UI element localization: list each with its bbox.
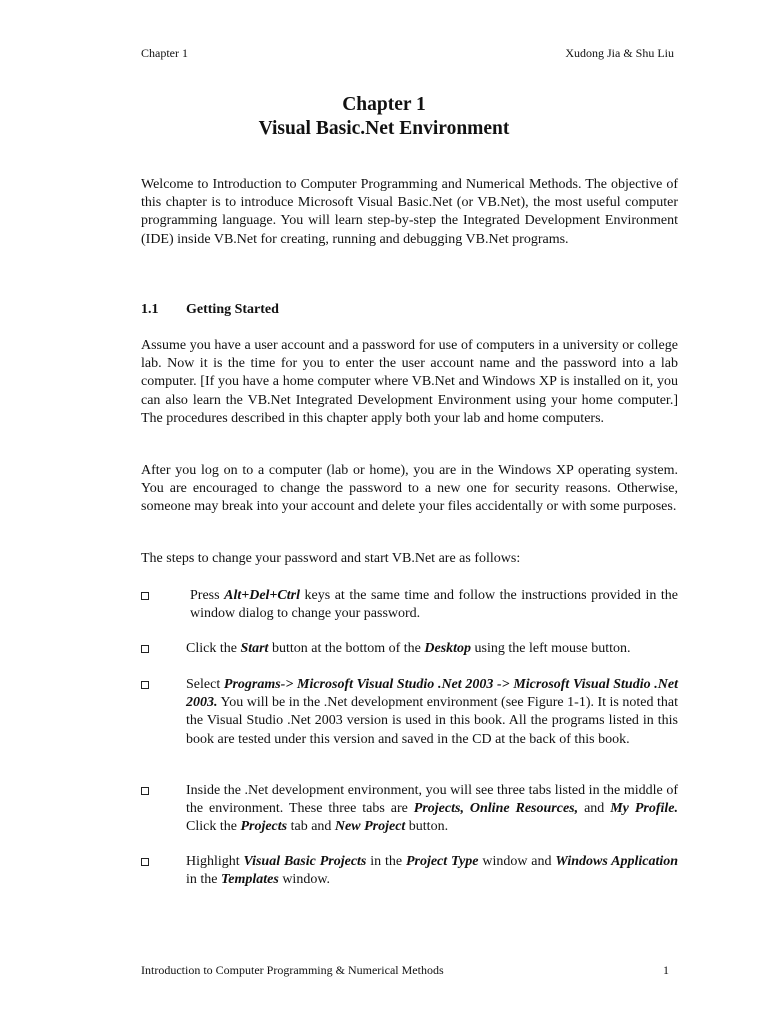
running-header-right: Xudong Jia & Shu Liu (565, 46, 674, 60)
list-item-text: Select Programs-> Microsoft Visual Studio .Net 2003 -> Microsoft Visual Studio .Net 2003. You will be in the .Net development environment (see Figure 1-1). It is noted that the Visual Studio .Net 2003 version is used in this book. All the programs listed in this book are tested under this version and saved in the CD at the back of this book. (186, 677, 678, 747)
bullet-box-icon (141, 787, 149, 795)
bullet-box-icon (141, 858, 149, 866)
page-title (0, 93, 768, 141)
page-number: 1 (663, 963, 669, 977)
intro-paragraph: Welcome to Introduction to Computer Programming and Numerical Methods. The objective of this chapter is to introduce Microsoft Visual Basic.Net (or VB.Net), the most useful computer programming language. You will learn step-by-step the Integrated Development Environment (IDE) inside VB.Net for creating, running and debugging VB.Net programs. (141, 177, 678, 247)
bullet-box-icon (141, 592, 149, 600)
running-footer: Introduction to Computer Programming & Numerical Methods (141, 963, 444, 977)
bullet-box-icon (141, 681, 149, 689)
chapter-number: Chapter 1 (342, 94, 426, 115)
list-item-text: Press Alt+Del+Ctrl keys at the same time and follow the instructions provided in the window dialog to change your password. (190, 588, 678, 622)
section-number: 1.1 (141, 302, 159, 317)
list-item-text: Click the Start button at the bottom of the Desktop using the left mouse button. (186, 641, 631, 656)
paragraph-steps-intro: The steps to change your password and start VB.Net are as follows: (141, 551, 521, 566)
paragraph-login: After you log on to a computer (lab or home), you are in the Windows XP operating system. You are encouraged to change the password to a new one for security reasons. Otherwise, someone may break into your account and delete your files accidentally or with some purposes. (141, 463, 678, 515)
section-heading (141, 302, 279, 318)
section-title: Getting Started (186, 302, 279, 317)
bullet-box-icon (141, 645, 149, 653)
list-item-text: Inside the .Net development environment, you will see three tabs listed in the middle of the environment. These three tabs are Projects, Online Resources, and My Profile. Click the Projects tab and New Project button. (186, 783, 678, 835)
chapter-title: Visual Basic.Net Environment (258, 118, 510, 139)
list-item-text: Highlight Visual Basic Projects in the Project Type window and Windows Application in the Templates window. (186, 854, 679, 888)
running-header-left: Chapter 1 (141, 46, 188, 60)
paragraph-accounts: Assume you have a user account and a password for use of computers in a university or college lab. Now it is the time for you to enter the user account name and the password into a lab computer. [If you have a home computer where VB.Net and Windows XP is installed on it, you can also learn the VB.Net Integrated Development Environment using your home computer.] The procedures described in this chapter apply both your lab and home computers. (141, 338, 678, 426)
